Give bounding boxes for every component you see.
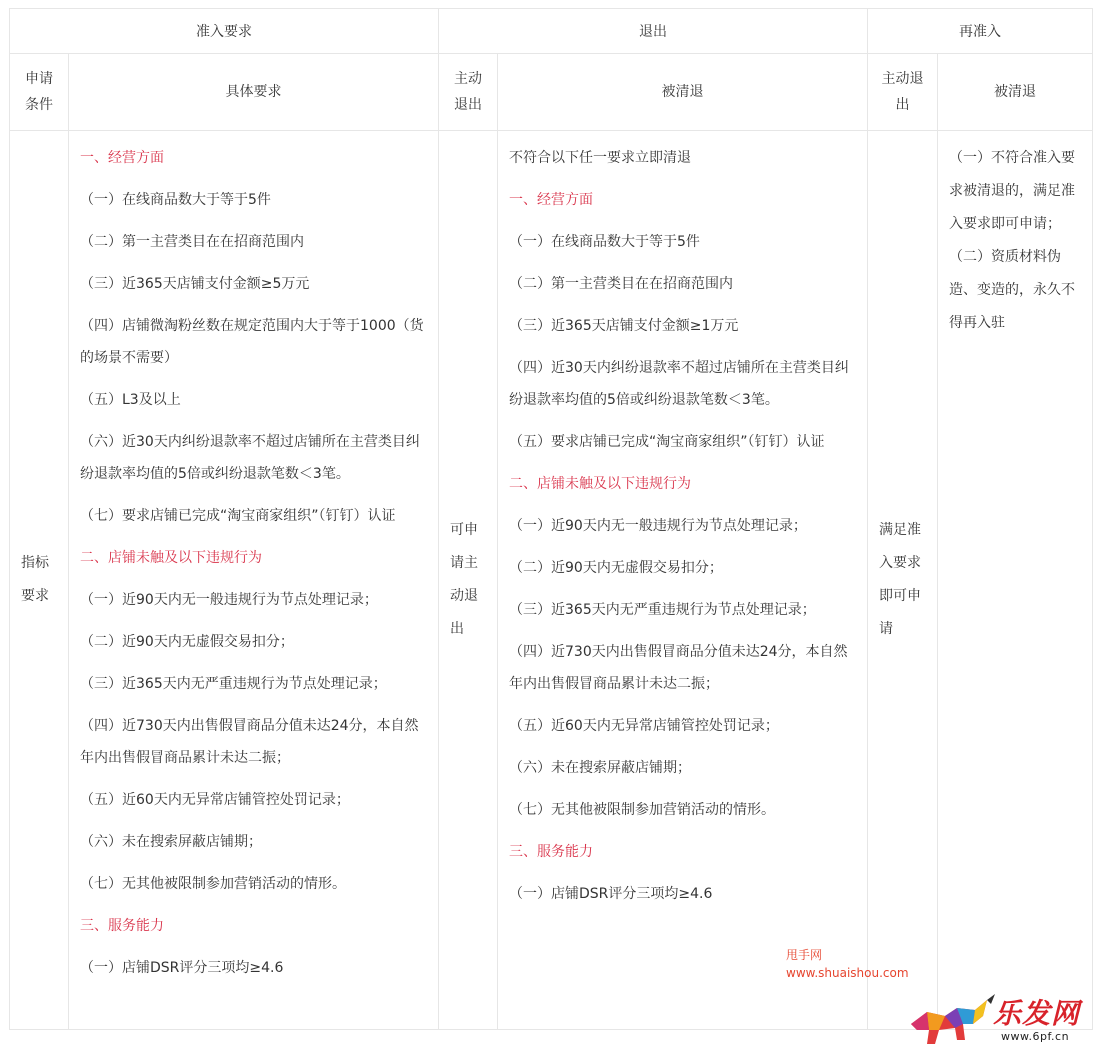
header-reentry: 再准入 — [868, 9, 1093, 54]
watermark — [786, 946, 909, 982]
row-label: 指标要求 — [10, 131, 69, 1030]
logo-animal-icon — [905, 990, 997, 1052]
entry-requirement-item: （四）店铺微淘粉丝数在规定范围内大于等于1000（货的场景不需要） — [80, 318, 424, 366]
exit-requirement-item: （二）近90天内无虚假交易扣分； — [509, 560, 723, 576]
exit-requirement-item: （五）要求店铺已完成“淘宝商家组织”（钉钉）认证 — [509, 434, 825, 450]
reentry-cleared-list — [949, 142, 1081, 340]
logo-title: 乐发网 — [993, 997, 1081, 1030]
exit-requirement-item: （四）近730天内出售假冒商品分值未达24分，本自然年内出售假冒商品累计未达二振； — [509, 644, 848, 692]
header-exit: 退出 — [439, 9, 868, 54]
entry-requirement-item: （七）要求店铺已完成“淘宝商家组织”（钉钉）认证 — [80, 508, 396, 524]
entry-requirements-cell — [69, 131, 439, 1030]
subheader-cleared: 被清退 — [498, 54, 868, 131]
subheader-requirements: 具体要求 — [69, 54, 439, 131]
entry-requirement-item: （四）近730天内出售假冒商品分值未达24分，本自然年内出售假冒商品累计未达二振； — [80, 718, 419, 766]
entry-requirement-item: （二）近90天内无虚假交易扣分； — [80, 634, 294, 650]
entry-requirements-list — [80, 142, 427, 984]
subheader-active-exit: 主动退出 — [439, 54, 498, 131]
exit-requirement-section-heading: 三、服务能力 — [509, 844, 593, 860]
entry-requirement-section-heading: 二、店铺未触及以下违规行为 — [80, 550, 262, 566]
exit-requirements-cell — [498, 131, 868, 1030]
subheader-apply-condition: 申请条件 — [10, 54, 69, 131]
reentry-cleared-item: （一）不符合准入要求被清退的，满足准入要求即可申请； — [949, 150, 1075, 232]
header-entry: 准入要求 — [10, 9, 439, 54]
exit-requirement-section-heading: 一、经营方面 — [509, 192, 593, 208]
watermark-name: 甩手网 — [786, 948, 823, 962]
entry-requirement-item: （六）未在搜索屏蔽店铺期； — [80, 834, 262, 850]
exit-requirement-item: （一）近90天内无一般违规行为节点处理记录； — [509, 518, 807, 534]
exit-requirement-item: （二）第一主营类目在在招商范围内 — [509, 276, 733, 292]
exit-requirement-section-heading: 二、店铺未触及以下违规行为 — [509, 476, 691, 492]
entry-requirement-item: （三）近365天店铺支付金额≥5万元 — [80, 276, 310, 292]
exit-requirement-item: 不符合以下任一要求立即清退 — [509, 150, 691, 166]
subheader-cleared-reentry: 被清退 — [938, 54, 1093, 131]
exit-requirement-item: （三）近365天店铺支付金额≥1万元 — [509, 318, 739, 334]
subheader-active-exit-reentry: 主动退出 — [868, 54, 938, 131]
entry-requirement-item: （二）第一主营类目在在招商范围内 — [80, 234, 304, 250]
site-logo — [905, 990, 1090, 1052]
exit-requirement-item: （七）无其他被限制参加营销活动的情形。 — [509, 802, 775, 818]
exit-requirement-item: （五）近60天内无异常店铺管控处罚记录； — [509, 718, 779, 734]
logo-url: www.6pf.cn — [1001, 1030, 1070, 1043]
entry-requirement-section-heading: 一、经营方面 — [80, 150, 164, 166]
exit-requirement-item: （一）店铺DSR评分三项均≥4.6 — [509, 886, 713, 902]
reentry-cleared-item: （二）资质材料伪造、变造的，永久不得再入驻 — [949, 249, 1075, 331]
exit-requirement-item: （六）未在搜索屏蔽店铺期； — [509, 760, 691, 776]
active-exit-cell: 可申请主动退出 — [439, 131, 498, 1030]
entry-requirement-item: （五）近60天内无异常店铺管控处罚记录； — [80, 792, 350, 808]
entry-requirement-item: （七）无其他被限制参加营销活动的情形。 — [80, 876, 346, 892]
exit-requirement-item: （四）近30天内纠纷退款率不超过店铺所在主营类目纠纷退款率均值的5倍或纠纷退款笔数＜3笔。 — [509, 360, 849, 408]
exit-requirements-list — [509, 142, 856, 910]
entry-requirement-item: （六）近30天内纠纷退款率不超过店铺所在主营类目纠纷退款率均值的5倍或纠纷退款笔数＜3笔。 — [80, 434, 420, 482]
subheader-row — [10, 54, 1093, 131]
entry-requirement-item: （一）在线商品数大于等于5件 — [80, 192, 271, 208]
entry-requirement-item: （一）店铺DSR评分三项均≥4.6 — [80, 960, 284, 976]
entry-requirement-item: （五）L3及以上 — [80, 392, 181, 408]
exit-requirement-item: （一）在线商品数大于等于5件 — [509, 234, 700, 250]
rules-table — [9, 8, 1093, 1030]
reentry-active-cell: 满足准入要求即可申请 — [868, 131, 938, 1030]
header-row — [10, 9, 1093, 54]
watermark-url: www.shuaishou.com — [786, 966, 909, 980]
entry-requirement-section-heading: 三、服务能力 — [80, 918, 164, 934]
entry-requirement-item: （一）近90天内无一般违规行为节点处理记录； — [80, 592, 378, 608]
body-row — [10, 131, 1093, 1030]
entry-requirement-item: （三）近365天内无严重违规行为节点处理记录； — [80, 676, 387, 692]
reentry-cleared-cell — [938, 131, 1093, 1030]
exit-requirement-item: （三）近365天内无严重违规行为节点处理记录； — [509, 602, 816, 618]
